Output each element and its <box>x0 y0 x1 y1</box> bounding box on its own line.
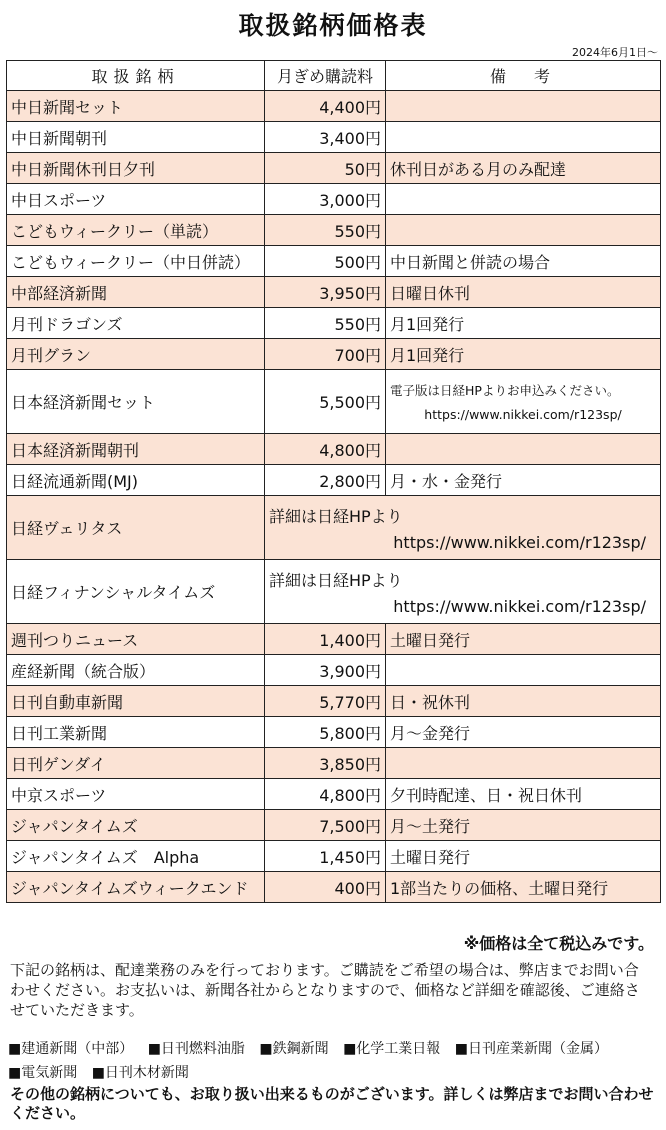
row-name: ジャパンタイムズ Alpha <box>7 841 265 872</box>
row-name: こどもウィークリー（単読） <box>7 215 265 246</box>
delivery-only-item: ■電気新聞 <box>8 1065 78 1081</box>
row-name: 中日新聞休刊日夕刊 <box>7 153 265 184</box>
row-merged-url: https://www.nikkei.com/r123sp/ <box>393 596 646 616</box>
row-name: 日本経済新聞朝刊 <box>7 434 265 465</box>
table-row <box>7 624 661 655</box>
row-merged-note <box>265 496 661 560</box>
header-note: 備 考 <box>386 61 661 91</box>
table-row <box>7 748 661 779</box>
table-row <box>7 308 661 339</box>
table-row <box>7 465 661 496</box>
row-price: 3,000円 <box>265 184 386 215</box>
table-row <box>7 246 661 277</box>
page-title: 取扱銘柄価格表 <box>238 11 428 40</box>
row-name: 日刊自動車新聞 <box>7 686 265 717</box>
row-price: 550円 <box>265 215 386 246</box>
row-price: 1,450円 <box>265 841 386 872</box>
row-name: こどもウィークリー（中日併読） <box>7 246 265 277</box>
row-price: 3,900円 <box>265 655 386 686</box>
closing-note: その他の銘柄についても、お取り扱い出来るものがございます。詳しくは弊店までお問い合わせください。 <box>10 1085 654 1122</box>
header-name: 取扱銘柄 <box>7 61 265 91</box>
row-name: 日刊工業新聞 <box>7 717 265 748</box>
row-merged-line1: 詳細は日経HPより <box>269 506 403 526</box>
table-row <box>7 560 661 624</box>
row-price: 3,400円 <box>265 122 386 153</box>
row-price: 2,800円 <box>265 465 386 496</box>
row-price: 1,400円 <box>265 624 386 655</box>
row-note-url: https://www.nikkei.com/r123sp/ <box>424 407 622 422</box>
table-row <box>7 779 661 810</box>
row-note: 日曜日休刊 <box>386 277 661 308</box>
row-name: 中京スポーツ <box>7 779 265 810</box>
table-row <box>7 655 661 686</box>
row-name: 日経流通新聞(MJ) <box>7 465 265 496</box>
table-row <box>7 434 661 465</box>
delivery-only-list <box>8 1037 658 1085</box>
delivery-notice: 下記の銘柄は、配達業務のみを行っております。ご購読をご希望の場合は、弊店までお問い合わせください。お支払いは、新聞各社からとなりますので、価格など詳細を確認後、ご連絡させていただきます。 <box>10 961 640 1019</box>
delivery-only-item: ■建通新聞（中部） <box>8 1041 134 1057</box>
row-name: ジャパンタイムズウィークエンド <box>7 872 265 903</box>
delivery-only-item: ■日刊燃料油脂 <box>147 1041 245 1057</box>
row-note <box>386 655 661 686</box>
row-note: 月1回発行 <box>386 339 661 370</box>
header-price: 月ぎめ購読料 <box>265 61 386 91</box>
table-row <box>7 277 661 308</box>
row-note: 土曜日発行 <box>386 624 661 655</box>
row-note <box>386 91 661 122</box>
row-merged-url: https://www.nikkei.com/r123sp/ <box>393 532 646 552</box>
row-note: 土曜日発行 <box>386 841 661 872</box>
row-price: 3,950円 <box>265 277 386 308</box>
delivery-only-item: ■日刊木材新聞 <box>91 1065 189 1081</box>
delivery-only-item: ■日刊産業新聞（金属） <box>454 1041 608 1057</box>
row-price: 4,400円 <box>265 91 386 122</box>
row-name: 中日新聞セット <box>7 91 265 122</box>
row-name: 月刊グラン <box>7 339 265 370</box>
row-name: 中日新聞朝刊 <box>7 122 265 153</box>
row-note: 日・祝休刊 <box>386 686 661 717</box>
row-note <box>386 215 661 246</box>
row-name: 月刊ドラゴンズ <box>7 308 265 339</box>
row-price: 7,500円 <box>265 810 386 841</box>
row-price: 5,770円 <box>265 686 386 717</box>
header-row <box>7 61 661 91</box>
row-price: 4,800円 <box>265 434 386 465</box>
row-note: 月1回発行 <box>386 308 661 339</box>
row-name: 日刊ゲンダイ <box>7 748 265 779</box>
table-row <box>7 496 661 560</box>
row-price: 550円 <box>265 308 386 339</box>
row-note-text: 電子版は日経HPよりお申込みください。 <box>390 383 620 398</box>
table-row <box>7 841 661 872</box>
table-row <box>7 370 661 434</box>
row-name: ジャパンタイムズ <box>7 810 265 841</box>
tax-note: ※価格は全て税込みです。 <box>463 934 654 953</box>
table-row <box>7 872 661 903</box>
delivery-only-item: ■鉄鋼新聞 <box>259 1041 329 1057</box>
table-row <box>7 153 661 184</box>
table-row <box>7 215 661 246</box>
table-row <box>7 810 661 841</box>
row-note: 1部当たりの価格、土曜日発行 <box>386 872 661 903</box>
effective-date: 2024年6月1日～ <box>572 46 658 59</box>
table-row <box>7 717 661 748</box>
row-note: 月～土発行 <box>386 810 661 841</box>
row-merged-line1: 詳細は日経HPより <box>269 570 403 590</box>
row-note <box>386 434 661 465</box>
price-table <box>6 60 661 903</box>
row-note: 月～金発行 <box>386 717 661 748</box>
row-price: 700円 <box>265 339 386 370</box>
row-price: 50円 <box>265 153 386 184</box>
row-name: 日本経済新聞セット <box>7 370 265 434</box>
row-note: 中日新聞と併読の場合 <box>386 246 661 277</box>
row-price: 3,850円 <box>265 748 386 779</box>
table-row <box>7 686 661 717</box>
row-name: 日経ヴェリタス <box>7 496 265 560</box>
row-note <box>386 370 661 434</box>
table-row <box>7 122 661 153</box>
row-price: 500円 <box>265 246 386 277</box>
table-row <box>7 339 661 370</box>
row-note <box>386 122 661 153</box>
row-note: 休刊日がある月のみ配達 <box>386 153 661 184</box>
row-price: 5,800円 <box>265 717 386 748</box>
row-name: 中日スポーツ <box>7 184 265 215</box>
row-note <box>386 748 661 779</box>
row-note: 夕刊時配達、日・祝日休刊 <box>386 779 661 810</box>
row-name: 産経新聞（統合版） <box>7 655 265 686</box>
row-name: 日経フィナンシャルタイムズ <box>7 560 265 624</box>
row-name: 週刊つりニュース <box>7 624 265 655</box>
row-name: 中部経済新聞 <box>7 277 265 308</box>
row-note: 月・水・金発行 <box>386 465 661 496</box>
row-note <box>386 184 661 215</box>
row-price: 400円 <box>265 872 386 903</box>
table-row <box>7 184 661 215</box>
row-price: 5,500円 <box>265 370 386 434</box>
table-row <box>7 91 661 122</box>
delivery-only-item: ■化学工業日報 <box>343 1041 441 1057</box>
row-merged-note <box>265 560 661 624</box>
row-price: 4,800円 <box>265 779 386 810</box>
